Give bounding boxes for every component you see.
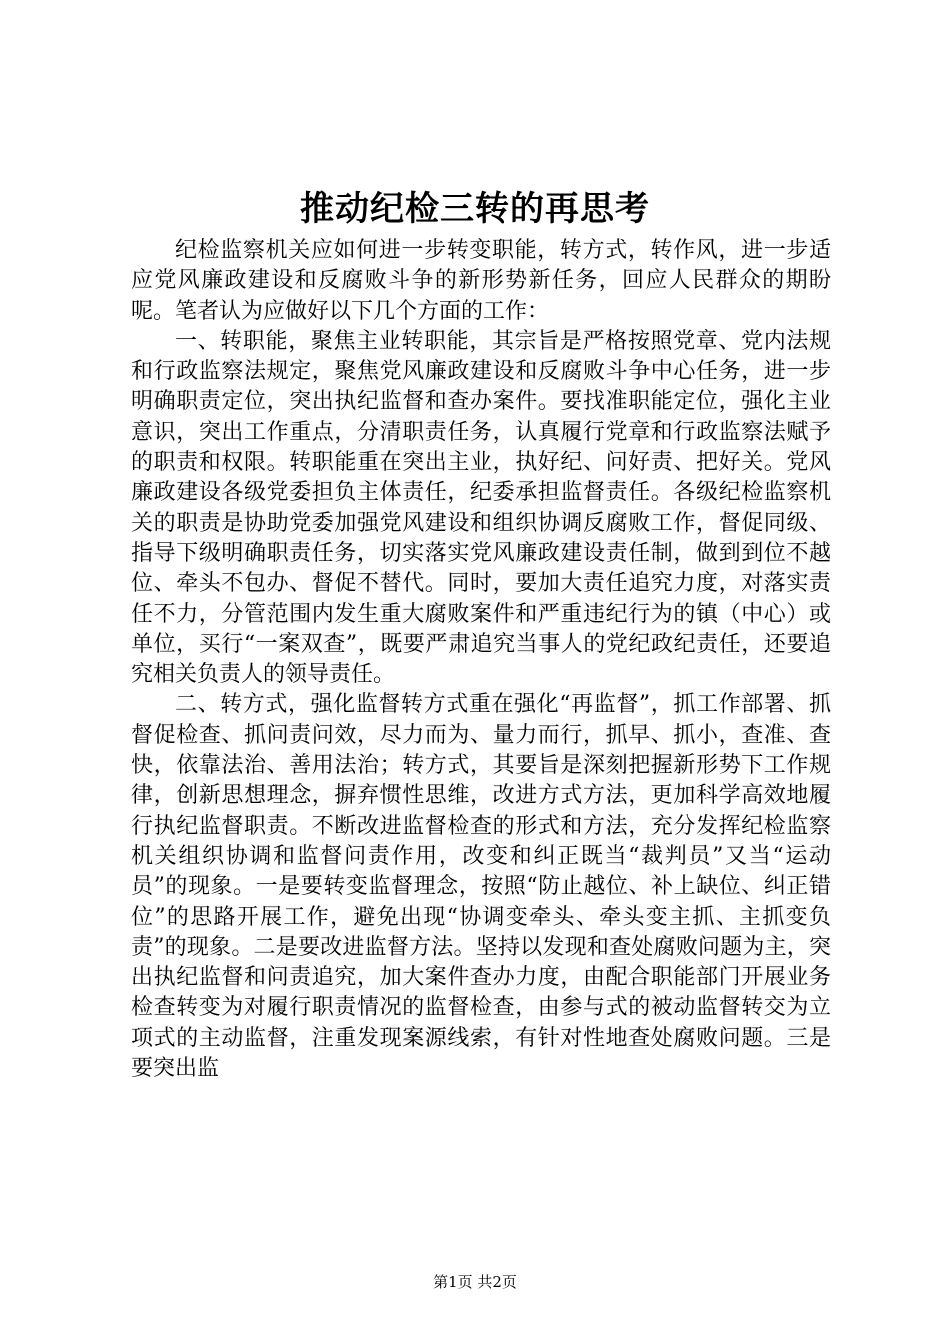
- paragraph-section-one: 一、转职能，聚焦主业转职能，其宗旨是严格按照党章、党内法规和行政监察法规定，聚焦党风廉政建设和反腐败斗争中心任务，进一步明确职责定位，突出执纪监督和查办案件。要找准职能定位，强化主业意识，突出工作重点，分清职责任务，认真履行党章和行政监察法赋予的职责和权限。转职能重在突出主业，执好纪、问好责、把好关。党风廉政建设各级党委担负主体责任，纪委承担监督责任。各级纪检监察机关的职责是协助党委加强党风建设和组织协调反腐败工作，督促同级、指导下级明确职责任务，切实落实党风廉政建设责任制，做到到位不越位、牵头不包办、督促不替代。同时，要加大责任追究力度，对落实责任不力，分管范围内发生重大腐败案件和严重违纪行为的镇（中心）或单位，买行“一案双查”，既要严肃追究当事人的党纪政纪责任，还要追究相关负责人的领导责任。: [131, 328, 831, 688]
- document-body: [131, 236, 831, 1084]
- document-title: 推动纪检三转的再思考: [300, 189, 650, 229]
- paragraph-section-two: 二、转方式，强化监督转方式重在强化“再监督”，抓工作部署、抓督促检查、抓问责问效，尽力而为、量力而行，抓早、抓小，查准、查快，依靠法治、善用法治；转方式，其要旨是深刻把握新形势下工作规律，创新思想理念，摒弃惯性思维，改进方式方法，更加科学高效地履行执纪监督职责。不断改进监督检查的形式和方法，充分发挥纪检监察机关组织协调和监督问责作用，改变和纠正既当“裁判员”又当“运动员”的现象。一是要转变监督理念，按照“防止越位、补上缺位、纠正错位”的思路开展工作，避免出现“协调变牵头、牵头变主抓、主抓变负责”的现象。二是要改进监督方法。坚持以发现和查处腐败问题为主，突出执纪监督和问责追究，加大案件查办力度，由配合职能部门开展业务检查转变为对履行职责情况的监督检查，由参与式的被动监督转交为立项式的主动监督，注重发现案源线索，有针对性地查处腐败问题。三是要突出监: [131, 692, 831, 1082]
- page-footer: 第1页 共2页: [433, 1273, 517, 1291]
- paragraph-intro: 纪检监察机关应如何进一步转变职能，转方式，转作风，进一步适应党风廉政建设和反腐败斗争的新形势新任务，回应人民群众的期盼呢。笔者认为应做好以下几个方面的工作：: [131, 238, 831, 324]
